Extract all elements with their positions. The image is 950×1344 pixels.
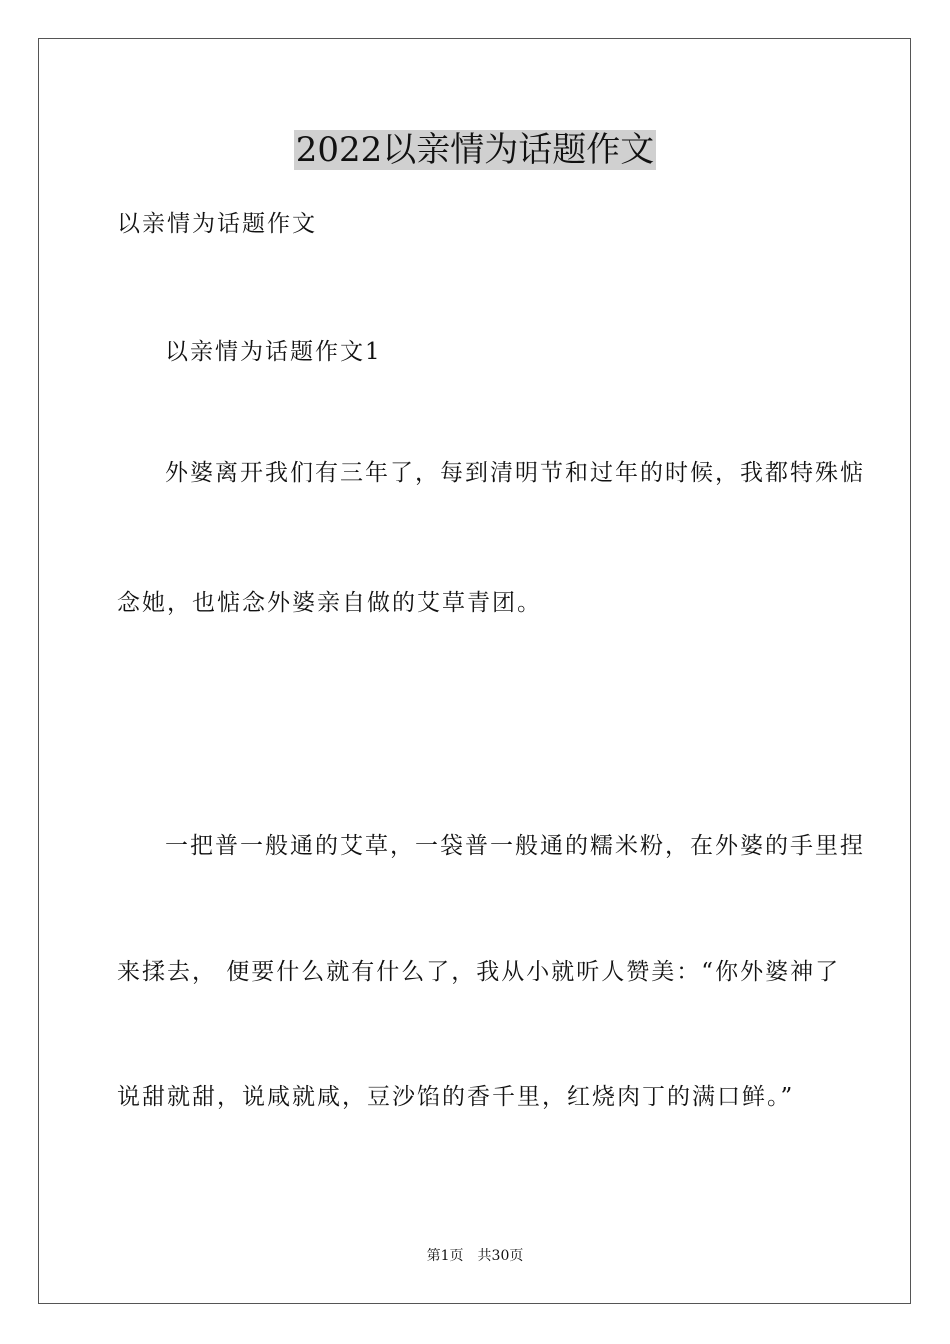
- document-title-text: 2022以亲情为话题作文: [295, 130, 655, 170]
- paragraph-line: 外婆离开我们有三年了，每到清明节和过年的时候，我都特殊惦: [165, 460, 865, 486]
- paragraph-line: 说甜就甜，说咸就咸，豆沙馅的香千里，红烧肉丁的满口鲜。”: [117, 1084, 795, 1110]
- paragraph-line: 来揉去， 便要什么就有什么了，我从小就听人赞美：“你外婆神了: [117, 959, 841, 985]
- page-footer: [0, 1246, 950, 1266]
- paragraph-line: 一把普一般通的艾草，一袋普一般通的糯米粉，在外婆的手里捏: [165, 833, 865, 859]
- paragraph-line: 念她，也惦念外婆亲自做的艾草青团。: [117, 590, 542, 616]
- document-title: [0, 128, 950, 172]
- document-subtitle: 以亲情为话题作文: [117, 211, 317, 237]
- section-heading: 以亲情为话题作文1: [165, 339, 382, 365]
- page-total: 共30页: [477, 1248, 524, 1264]
- page-number: 第1页: [426, 1248, 464, 1264]
